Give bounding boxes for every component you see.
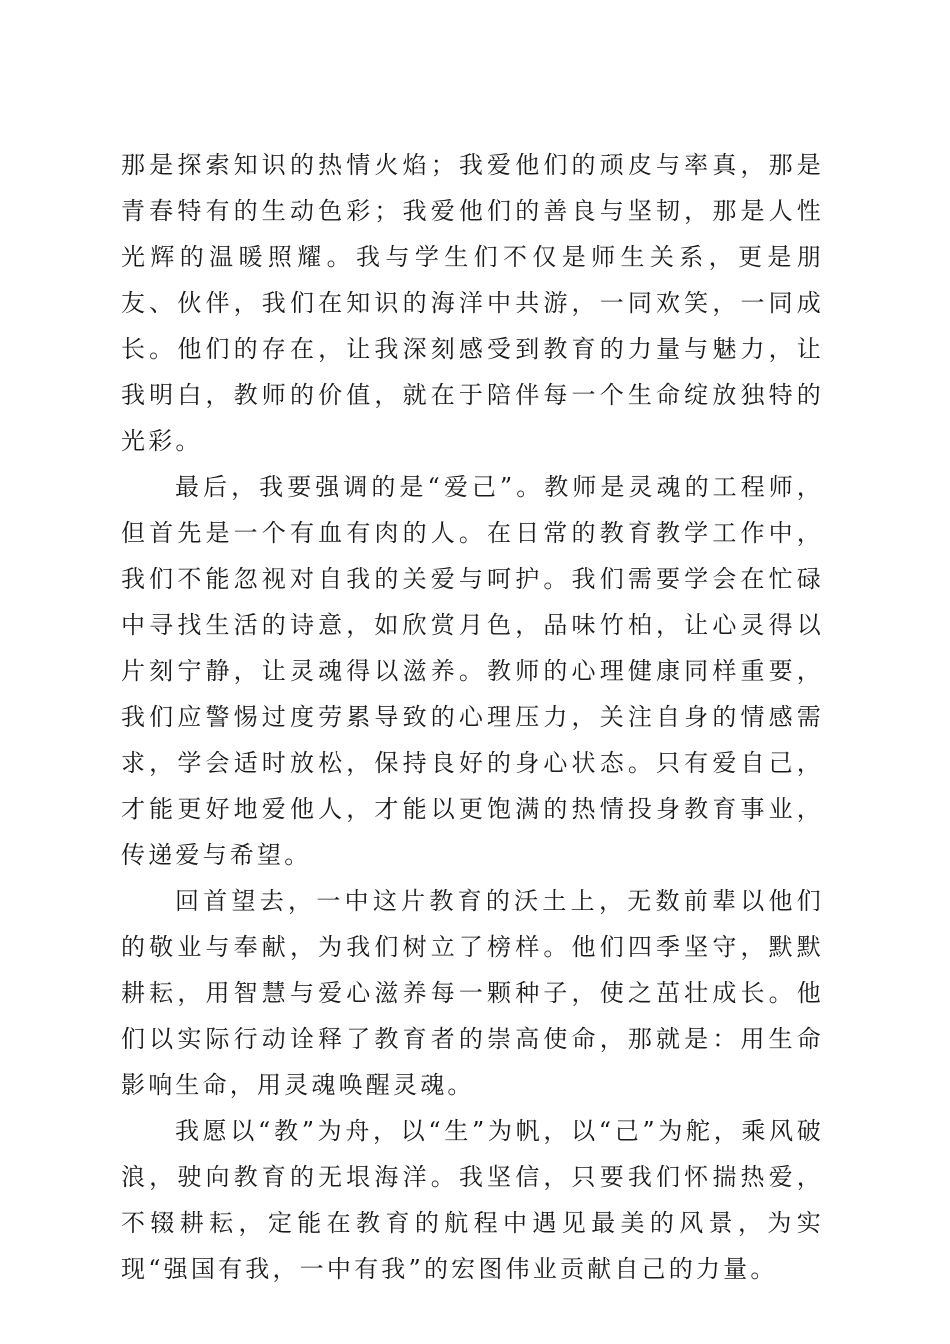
paragraph-continuation: 那是探索知识的热情火焰；我爱他们的顽皮与率真，那是青春特有的生动色彩；我爱他们的善良与坚韧，那是人性光辉的温暖照耀。我与学生们不仅是师生关系，更是朋友、伙伴，我们在知识的海洋中共游，一同欢笑，一同成长。他们的存在，让我深刻感受到教育的力量与魅力，让我明白，教师的价值，就在于陪伴每一个生命绽放独特的光彩。 <box>121 151 824 455</box>
paragraph-conclusion: 我愿以“教”为舟，以“生”为帆，以“己”为舵，乘风破浪，驶向教育的无垠海洋。我坚信，只要我们怀揣热爱，不辍耕耘，定能在教育的航程中遇见最美的风景，为实现“强国有我，一中有我”的宏图伟业贡献自己的力量。 <box>121 1117 824 1283</box>
document-body <box>121 142 824 1292</box>
paragraph-predecessors: 回首望去，一中这片教育的沃土上，无数前辈以他们的敬业与奉献，为我们树立了榜样。他们四季坚守，默默耕耘，用智慧与爱心滋养每一颗种子，使之茁壮成长。他们以实际行动诠释了教育者的崇高使命，那就是：用生命影响生命，用灵魂唤醒灵魂。 <box>121 887 824 1099</box>
paragraph-self-love: 最后，我要强调的是“爱己”。教师是灵魂的工程师，但首先是一个有血有肉的人。在日常的教育教学工作中，我们不能忽视对自我的关爱与呵护。我们需要学会在忙碌中寻找生活的诗意，如欣赏月色，品味竹柏，让心灵得以片刻宁静，让灵魂得以滋养。教师的心理健康同样重要，我们应警惕过度劳累导致的心理压力，关注自身的情感需求，学会适时放松，保持良好的身心状态。只有爱自己，才能更好地爱他人，才能以更饱满的热情投身教育事业，传递爱与希望。 <box>121 473 824 869</box>
